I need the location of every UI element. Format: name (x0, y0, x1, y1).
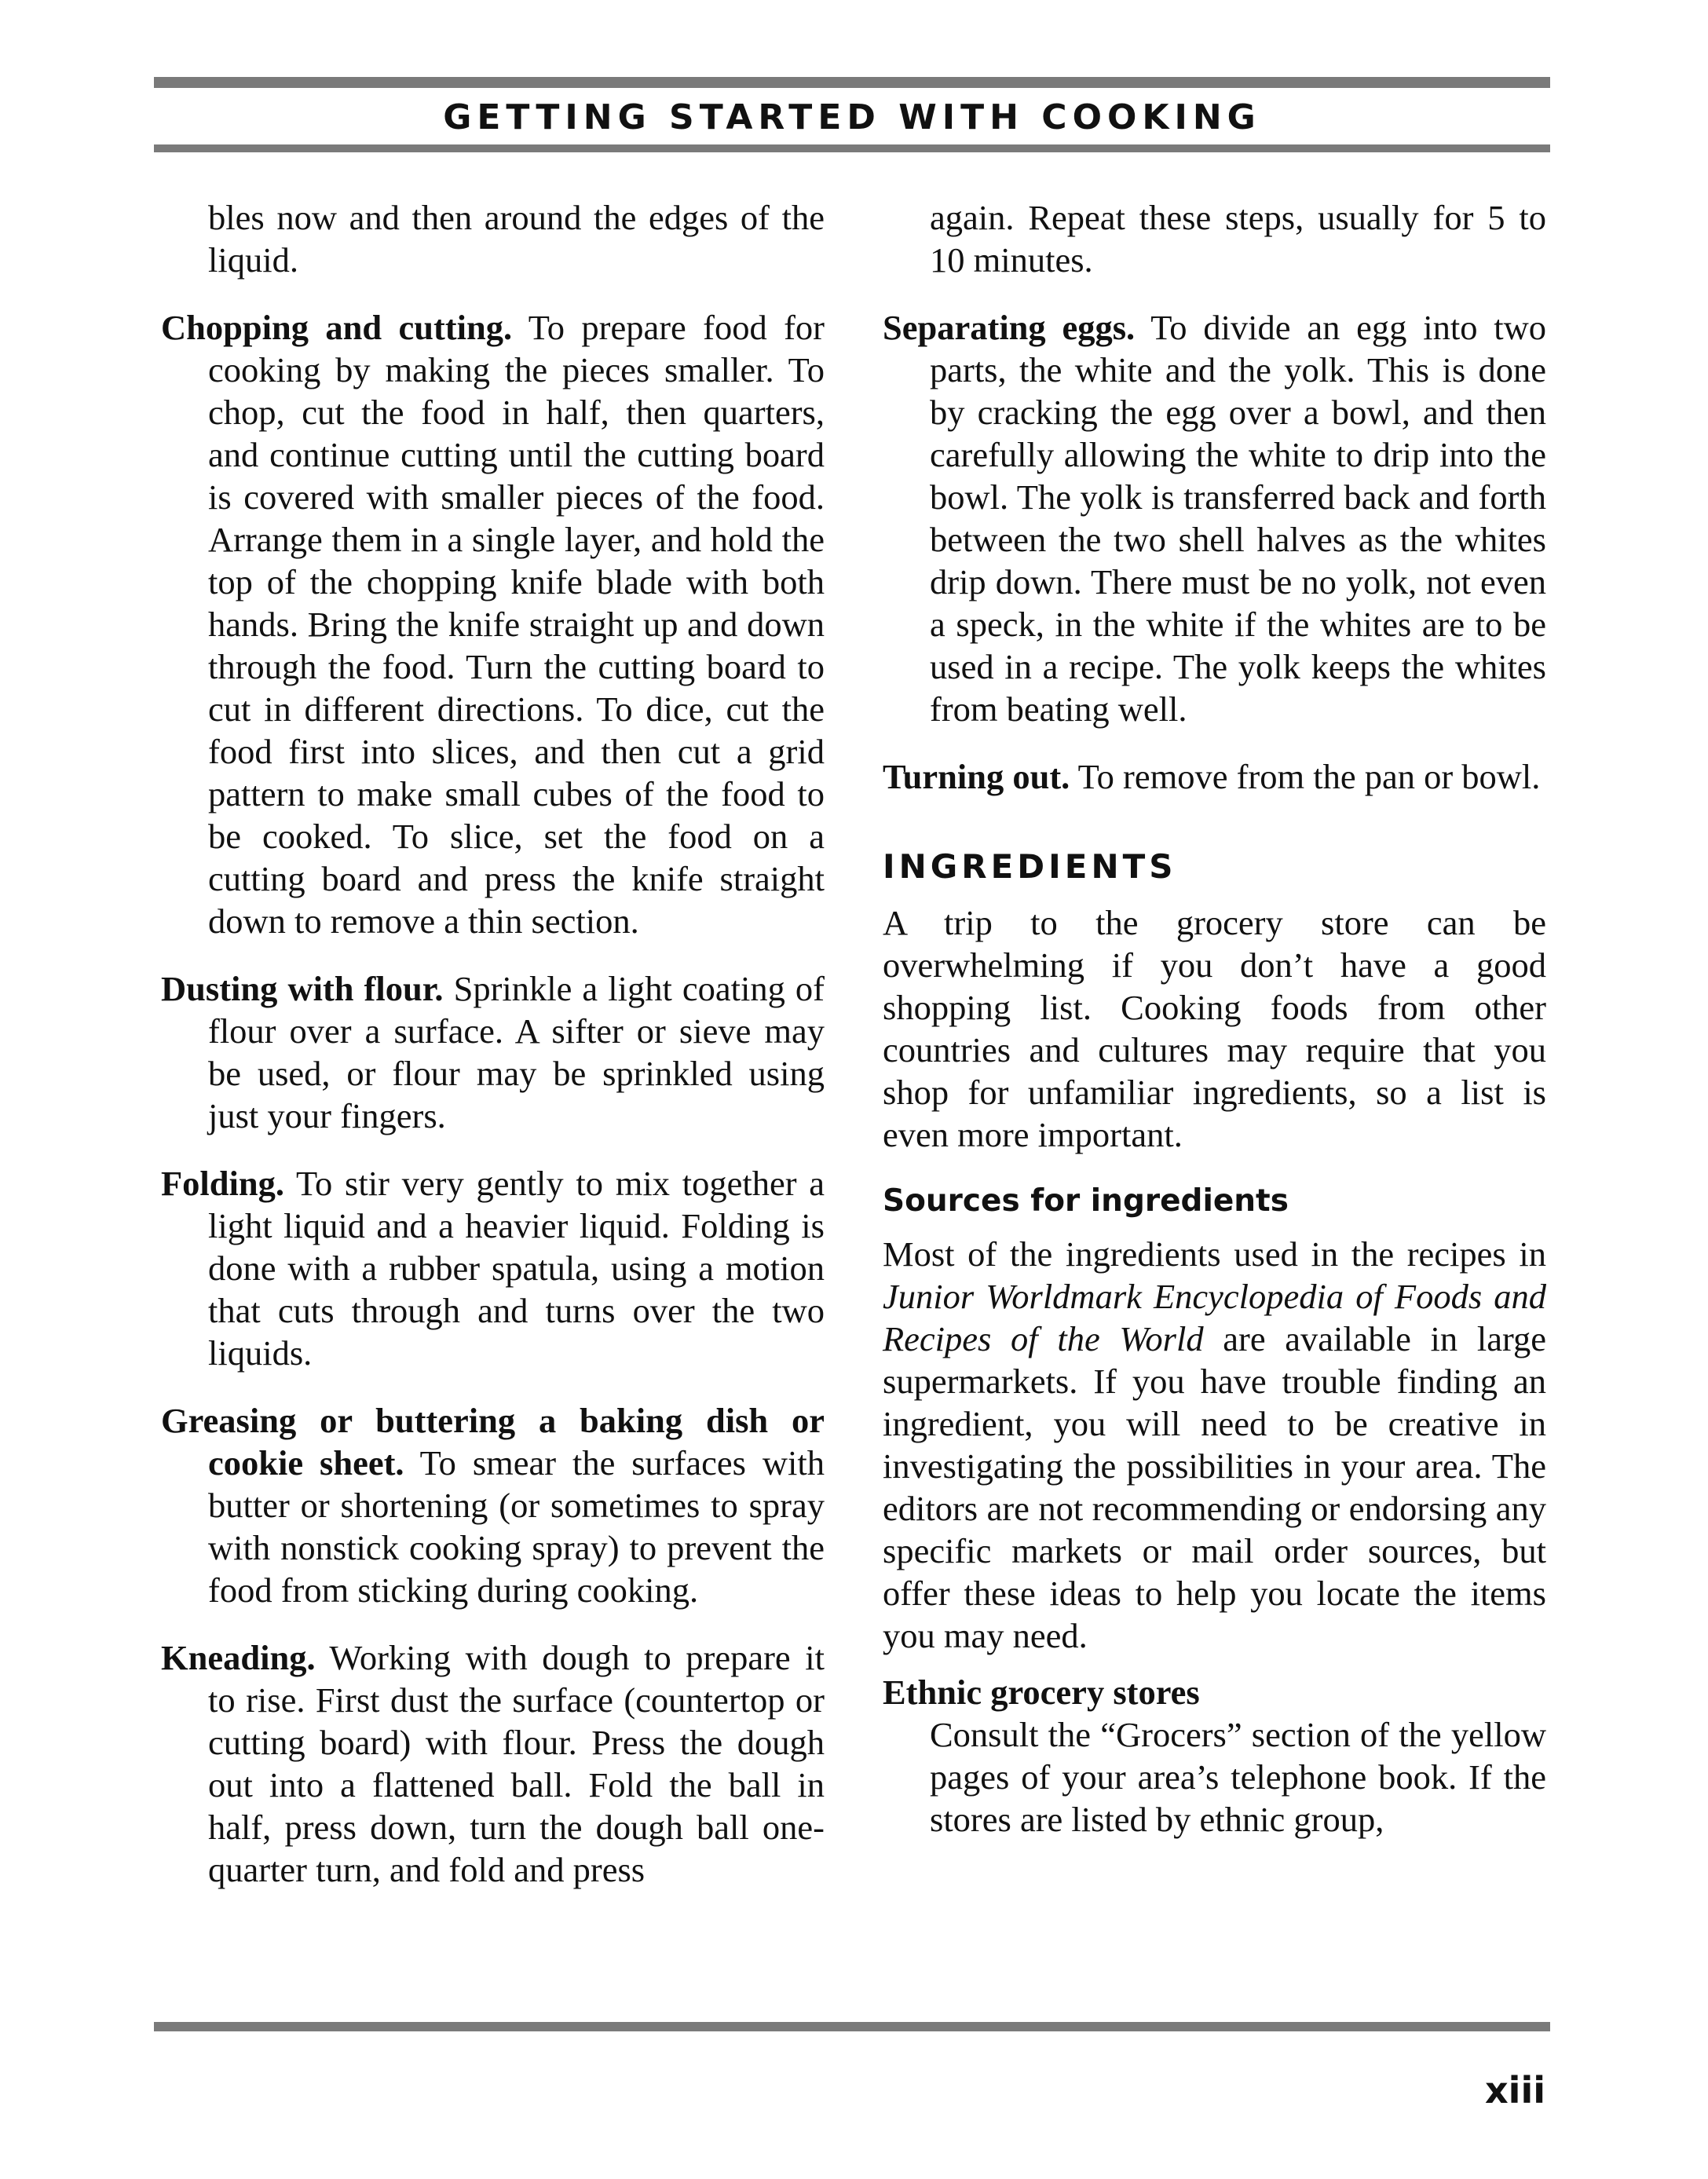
book-title: Junior Worldmark Encyclopedia of Foods and Recipes of the World (883, 1277, 1546, 1358)
sources-paragraph (883, 1233, 1546, 1657)
glossary-entry-chopping (161, 306, 825, 942)
entry-term: Dusting with flour. (161, 969, 444, 1008)
subheading-ethnic-grocery: Ethnic grocery stores (883, 1673, 1200, 1712)
right-column (883, 196, 1546, 1866)
entry-term: Separating eggs. (883, 308, 1136, 347)
entry-definition: To prepare food for cooking by making the pieces smaller. To chop, cut the food in half, then quarters, and continue cutting until the cutting board is covered with smaller pieces of the food. Arrange them in a single layer, and hold the top of the chopping knife blade with both hands. Bring the knife straight up and down through the food. Turn the cutting board to cut in different directions. To dice, cut the food first into slices, and then cut a grid pattern to make small cubes of the food to be cooked. To slice, set the food on a cutting board and press the knife straight down to remove a thin section. (208, 308, 825, 941)
entry-term: Turning out. (883, 757, 1070, 796)
entry-definition: Sprinkle a light coating of flour over a surface. A sifter or sieve may be used, or flour may be sprinkled using just your fingers. (208, 969, 825, 1135)
glossary-entry-folding (161, 1162, 825, 1374)
entry-definition: To divide an egg into two parts, the white and the yolk. This is done by cracking the egg over a bowl, and then carefully allowing the white to drip into the bowl. The yolk is transferred back and forth between the two shell halves as the whites drip down. There must be no yolk, not even a speck, in the white if the whites are to be used in a recipe. The yolk keeps the whites from beating well. (930, 308, 1547, 729)
continuation-text: again. Repeat these steps, usually for 5 to 10 minutes. (930, 198, 1546, 280)
page-number: xiii (1485, 2069, 1545, 2111)
running-head: GETTING STARTED WITH COOKING (443, 97, 1261, 137)
glossary-entry-greasing (161, 1399, 825, 1611)
footer-rule (154, 2022, 1550, 2031)
left-column (161, 196, 825, 1916)
glossary-entry-turning-out (883, 755, 1546, 798)
entry-definition: To smear the surfaces with butter or shortening (or sometimes to spray with nonstick cooking spray) to prevent the food from sticking during cooking. (208, 1443, 825, 1610)
glossary-entry-separating-eggs (883, 306, 1546, 730)
entry-definition: To stir very gently to mix together a light liquid and a heavier liquid. Folding is done with a rubber spatula, using a motion that cuts through and turns over the two liquids. (208, 1164, 825, 1373)
continuation-text: bles now and then around the edges of the liquid. (208, 198, 825, 280)
ingredients-intro: A trip to the grocery store can be overwhelming if you don’t have a good shopping list. Cooking foods from other countries and cultures may require that you shop for unfamiliar ingredients, so a list is even more important. (883, 903, 1546, 1154)
header-rule-bottom (154, 144, 1550, 152)
ethnic-grocery-text: Consult the “Grocers” section of the yellow pages of your area’s telephone book. If the stores are listed by ethnic group, (930, 1715, 1546, 1839)
sources-text-1: Most of the ingredients used in the recipes in (883, 1234, 1546, 1274)
entry-definition: To remove from the pan or bowl. (1070, 757, 1541, 796)
entry-term: Chopping and cutting. (161, 308, 513, 347)
entry-term: Kneading. (161, 1638, 316, 1677)
glossary-entry-kneading (161, 1636, 825, 1891)
entry-term: Greasing or buttering a baking dish or cookie sheet. (161, 1401, 825, 1483)
section-heading-ingredients: INGREDIENTS (883, 847, 1177, 886)
header-rule-top (154, 77, 1550, 88)
sources-text-2: are available in large supermarkets. If you have trouble finding an ingredient, you will need to be creative in investigating the possibilities in your area. The editors are not recommending or endorsing any specific markets or mail order sources, but offer these ideas to help you locate the items you may need. (883, 1319, 1546, 1655)
glossary-entry-dusting (161, 967, 825, 1137)
entry-term: Folding. (161, 1164, 285, 1203)
subheading-sources: Sources for ingredients (883, 1183, 1289, 1219)
entry-definition: Working with dough to prepare it to rise. First dust the surface (countertop or cutting board) with flour. Press the dough out into a flattened ball. Fold the ball in half, press down, turn the dough ball one-quarter turn, and fold and press (208, 1638, 825, 1889)
